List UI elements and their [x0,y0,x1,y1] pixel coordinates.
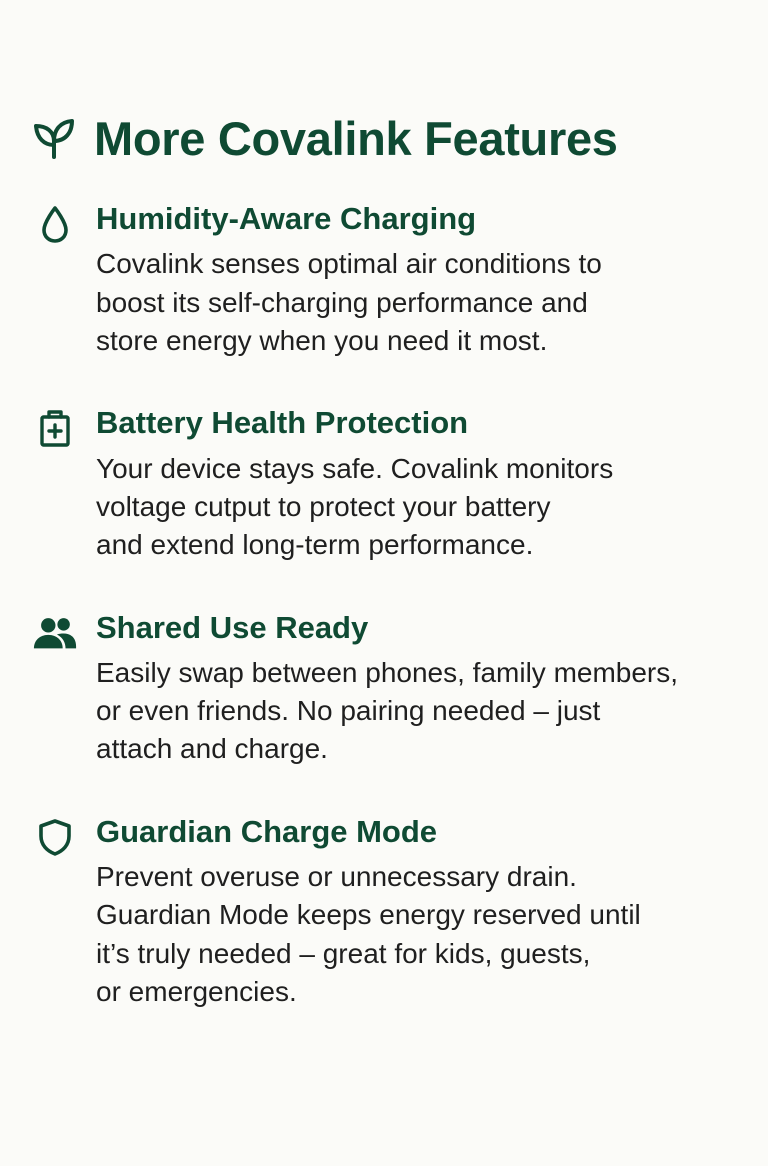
feature-body [96,404,728,564]
feature-item-guardian [32,813,728,1012]
page-header [32,112,728,166]
feature-description: Prevent overuse or unnecessary drain. Guardian Mode keeps energy reserved until it’s truly needed – great for kids, guests, or emergencies. [96,861,641,1008]
feature-title: Humidity-Aware Charging [96,201,477,237]
battery-plus-icon [32,404,78,448]
feature-title: Guardian Charge Mode [96,813,438,849]
droplet-icon [32,200,78,244]
feature-body [96,609,728,769]
feature-title: Shared Use Ready [96,609,369,645]
feature-body [96,813,728,1012]
page-title: More Covalink Features [94,112,618,165]
feature-body [96,200,728,360]
shield-icon [32,813,78,857]
feature-item-battery [32,404,728,564]
feature-item-shared-use [32,609,728,769]
leaf-icon [32,117,76,161]
feature-title: Battery Health Protection [96,405,469,441]
feature-description: Your device stays safe. Covalink monitors voltage cutput to protect your battery and extend long-term performance. [96,452,614,561]
feature-description: Covalink senses optimal air conditions to boost its self-charging performance and store energy when you need it most. [96,248,602,356]
feature-item-humidity [32,200,728,360]
feature-description: Easily swap between phones, family members, or even friends. No pairing needed – just attach and charge. [96,656,679,765]
users-icon [32,609,78,653]
